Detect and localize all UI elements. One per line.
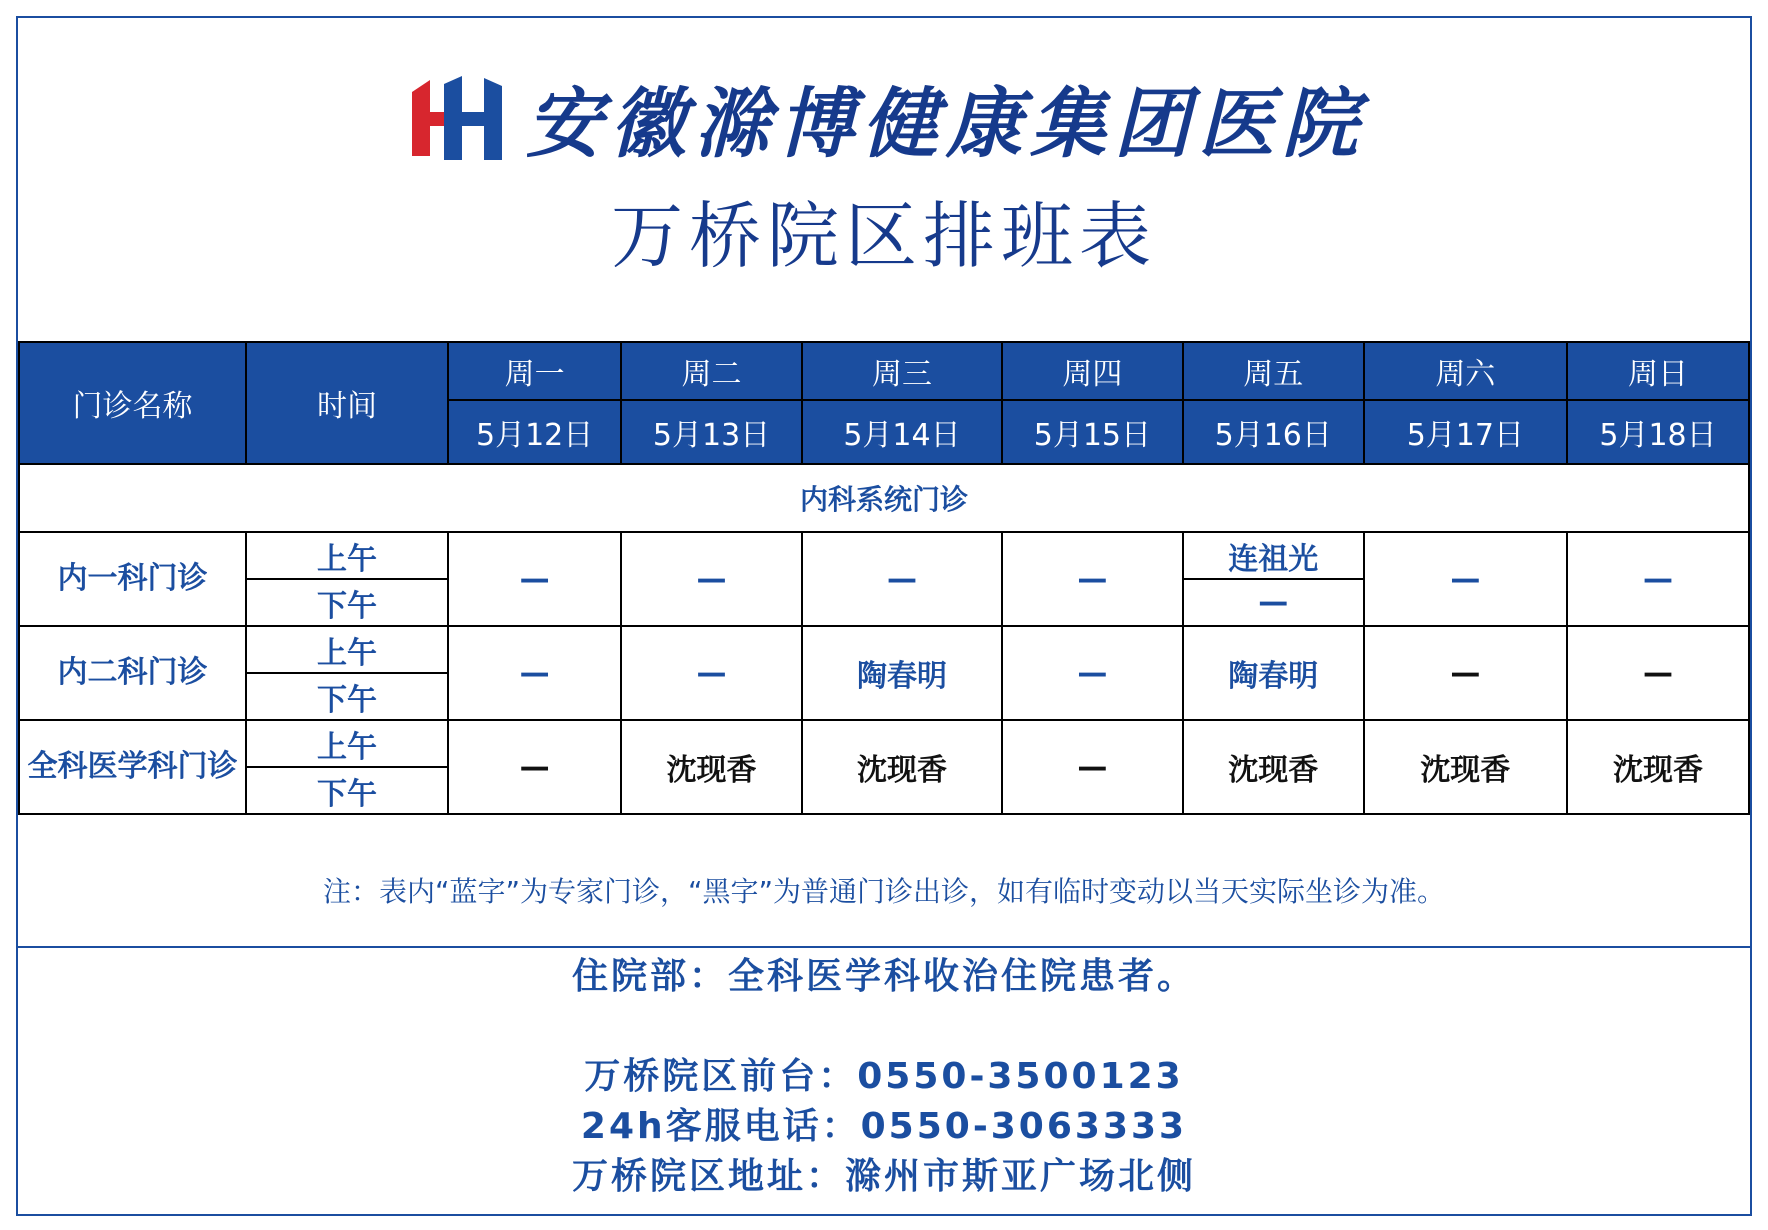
schedule-cell: — xyxy=(621,626,802,720)
time-pm: 下午 xyxy=(246,579,448,626)
logo-row xyxy=(18,63,1750,172)
schedule-cell: — xyxy=(1364,532,1567,626)
date-header: 5月15日 xyxy=(1002,400,1183,464)
day-header: 周日 xyxy=(1567,342,1749,400)
dept-name: 全科医学科门诊 xyxy=(19,720,246,814)
schedule-cell: — xyxy=(1002,626,1183,720)
time-am: 上午 xyxy=(246,626,448,673)
date-header: 5月14日 xyxy=(802,400,1002,464)
day-header: 周五 xyxy=(1183,342,1364,400)
hospital-name: 安徽滁博健康集团医院 xyxy=(526,79,1366,168)
dept-name: 内二科门诊 xyxy=(19,626,246,720)
schedule-cell: 连祖光 xyxy=(1183,532,1364,579)
schedule-cell: — xyxy=(802,532,1002,626)
schedule-cell: 沈现香 xyxy=(802,720,1002,814)
schedule-cell: — xyxy=(1002,720,1183,814)
schedule-cell: 沈现香 xyxy=(1567,720,1749,814)
day-header: 周六 xyxy=(1364,342,1567,400)
campus-address: 万桥院区地址：滁州市斯亚广场北侧 xyxy=(571,1156,1196,1197)
time-pm: 下午 xyxy=(246,767,448,814)
schedule-cell: — xyxy=(1567,532,1749,626)
day-header: 周一 xyxy=(448,342,621,400)
day-header: 周三 xyxy=(802,342,1002,400)
schedule-cell: — xyxy=(1002,532,1183,626)
dept-name: 内一科门诊 xyxy=(19,532,246,626)
schedule-cell: — xyxy=(1183,579,1364,626)
date-header: 5月13日 xyxy=(621,400,802,464)
hospital-logo-icon xyxy=(402,72,512,164)
schedule-cell: — xyxy=(448,720,621,814)
day-header: 周二 xyxy=(621,342,802,400)
front-desk-phone: 万桥院区前台：0550-3500123 xyxy=(584,1056,1184,1097)
schedule-cell: 沈现香 xyxy=(1183,720,1364,814)
schedule-cell: — xyxy=(1567,626,1749,720)
section-title: 内科系统门诊 xyxy=(19,464,1749,532)
page-title: 万桥院区排班表 xyxy=(610,194,1157,278)
schedule-cell: — xyxy=(621,532,802,626)
table-note: 注：表内“蓝字”为专家门诊，“黑字”为普通门诊出诊，如有临时变动以当天实际坐诊为准。 xyxy=(18,838,1750,948)
date-header: 5月12日 xyxy=(448,400,621,464)
date-header: 5月16日 xyxy=(1183,400,1364,464)
time-pm: 下午 xyxy=(246,673,448,720)
schedule-cell: 陶春明 xyxy=(1183,626,1364,720)
schedule-sheet xyxy=(16,16,1752,1216)
date-header: 5月17日 xyxy=(1364,400,1567,464)
header xyxy=(18,18,1750,343)
schedule-cell: 沈现香 xyxy=(621,720,802,814)
time-am: 上午 xyxy=(246,720,448,767)
schedule-cell: 沈现香 xyxy=(1364,720,1567,814)
service-hotline: 24h客服电话：0550-3063333 xyxy=(580,1106,1188,1147)
inpatient-info: 住院部：全科医学科收治住院患者。 xyxy=(571,956,1196,997)
schedule-cell: — xyxy=(448,532,621,626)
time-am: 上午 xyxy=(246,532,448,579)
schedule-cell: — xyxy=(1364,626,1567,720)
schedule-cell: 陶春明 xyxy=(802,626,1002,720)
schedule-cell: — xyxy=(448,626,621,720)
schedule-table xyxy=(18,341,1750,815)
col-header-time: 时间 xyxy=(246,342,448,464)
day-header: 周四 xyxy=(1002,342,1183,400)
date-header: 5月18日 xyxy=(1567,400,1749,464)
col-header-clinic: 门诊名称 xyxy=(19,342,246,464)
